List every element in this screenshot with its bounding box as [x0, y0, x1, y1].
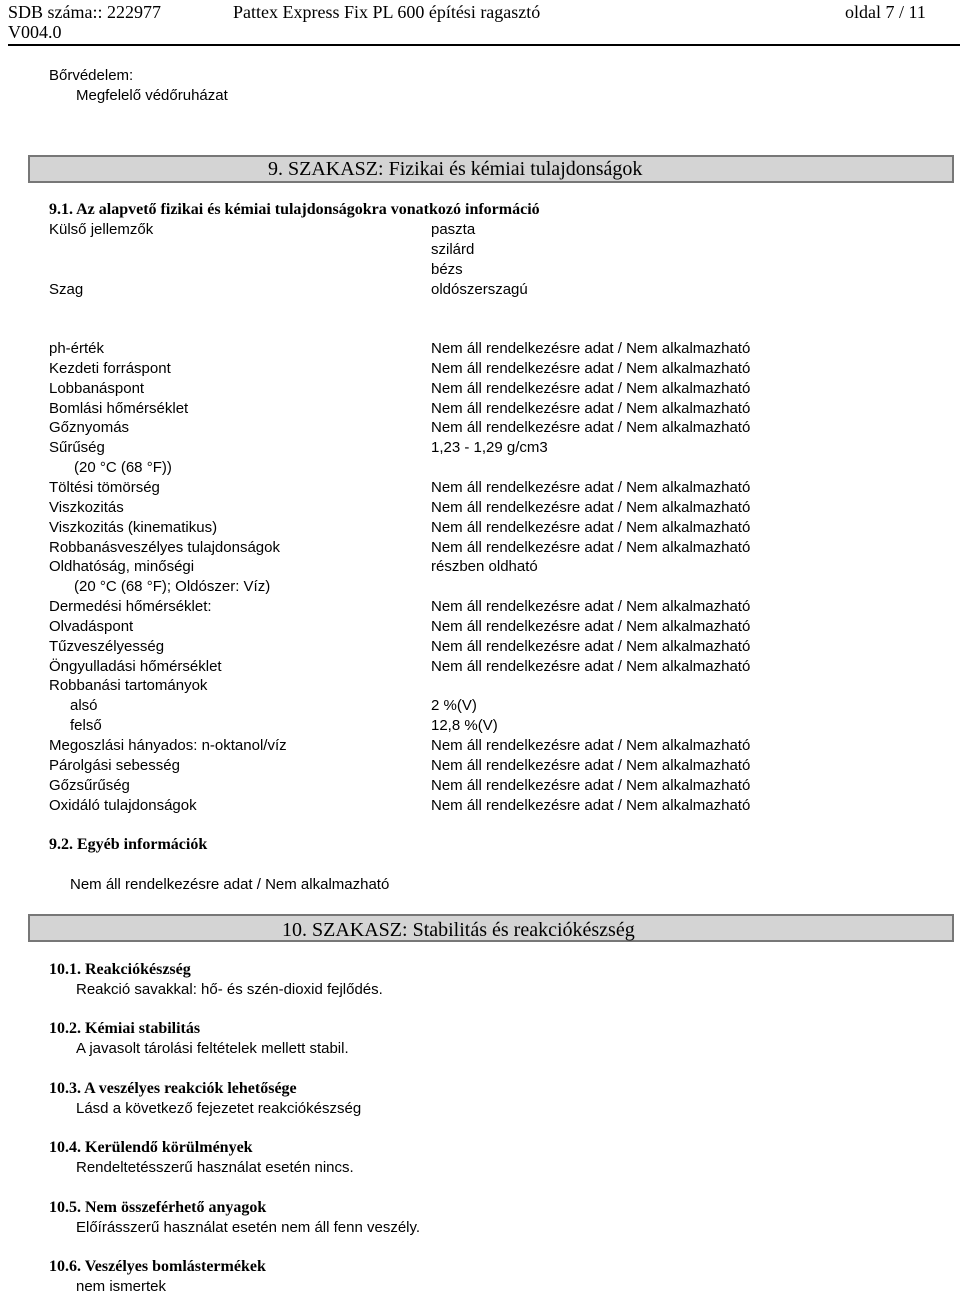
property-label: Párolgási sebesség — [49, 756, 180, 774]
property-label: Robbanásveszélyes tulajdonságok — [49, 538, 280, 556]
property-label: Oldhatóság, minőségi — [49, 558, 195, 576]
appearance-value-1: paszta — [431, 221, 476, 238]
header-divider — [8, 44, 960, 46]
property-label: Lobbanáspont — [49, 379, 145, 397]
property-value: Nem áll rendelkezésre adat / Nem alkalmazható — [431, 737, 751, 754]
subsection-9-2-text: Nem áll rendelkezésre adat / Nem alkalmazható — [70, 876, 390, 893]
property-label: Gőznyomás — [49, 419, 130, 437]
property-label: Robbanási tartományok — [49, 677, 208, 695]
property-value: Nem áll rendelkezésre adat / Nem alkalmazható — [431, 657, 751, 675]
version: V004.0 — [8, 22, 62, 42]
property-value: Nem áll rendelkezésre adat / Nem alkalmazható — [431, 498, 751, 516]
property-value: Nem áll rendelkezésre adat / Nem alkalmazható — [431, 399, 751, 417]
section-10-title: 10. SZAKASZ: Stabilitás és reakciókészség — [282, 919, 635, 941]
section-10-header — [28, 914, 954, 942]
sdb-number: SDB száma:: 222977 — [8, 2, 161, 22]
appearance-label: Külső jellemzők — [49, 221, 154, 238]
property-value: Nem áll rendelkezésre adat / Nem alkalmazható — [431, 419, 751, 437]
property-label: felső — [70, 717, 102, 735]
section-10-item-text: nem ismertek — [76, 1278, 167, 1295]
property-label: ph-érték — [49, 340, 105, 357]
property-label: Viszkozitás — [49, 498, 124, 516]
odor-label: Szag — [49, 281, 84, 298]
property-value: Nem áll rendelkezésre adat / Nem alkalmazható — [431, 598, 751, 616]
subsection-9-2-title: 9.2. Egyéb információk — [49, 836, 208, 853]
property-value: Nem áll rendelkezésre adat / Nem alkalmazható — [431, 776, 751, 794]
subsection-9-1-title — [49, 201, 540, 219]
section-10-item-heading: 10.4. Kerülendő körülmények — [49, 1139, 253, 1156]
section-10-item-text: Reakció savakkal: hő- és szén-dioxid fejlődés. — [76, 981, 383, 998]
property-value: Nem áll rendelkezésre adat / Nem alkalmazható — [431, 478, 751, 496]
appearance-value-3: bézs — [431, 261, 463, 278]
page-number: oldal 7 / 11 — [845, 2, 926, 22]
section-10-item-heading: 10.3. A veszélyes reakciók lehetősége — [49, 1080, 297, 1097]
property-value: Nem áll rendelkezésre adat / Nem alkalmazható — [431, 340, 751, 357]
property-label: Töltési tömörség — [49, 478, 160, 496]
odor-value: oldószerszagú — [431, 281, 528, 298]
section-10-item-text: Rendeltetésszerű használat esetén nincs. — [76, 1159, 354, 1176]
property-label: (20 °C (68 °F)) — [74, 459, 172, 477]
section-10-item-heading: 10.5. Nem összeférhető anyagok — [49, 1199, 267, 1216]
property-value: 2 %(V) — [431, 697, 477, 715]
property-value: Nem áll rendelkezésre adat / Nem alkalmazható — [431, 617, 751, 635]
section-10-item-heading: 10.6. Veszélyes bomlástermékek — [49, 1258, 266, 1275]
property-label: (20 °C (68 °F); Oldószer: Víz) — [74, 578, 271, 596]
property-value: Nem áll rendelkezésre adat / Nem alkalmazható — [431, 379, 751, 397]
property-label: Gőzsűrűség — [49, 776, 130, 794]
property-value: Nem áll rendelkezésre adat / Nem alkalmazható — [431, 518, 751, 536]
property-value: 1,23 - 1,29 g/cm3 — [431, 439, 548, 457]
skin-protection-label: Bőrvédelem: — [49, 67, 134, 84]
section-10-item-heading: 10.1. Reakciókészség — [49, 961, 191, 978]
property-label: alsó — [70, 697, 98, 715]
subsection-9-1-text: 9.1. Az alapvető fizikai és kémiai tulajdonságokra vonatkozó információ — [49, 201, 540, 218]
property-value: Nem áll rendelkezésre adat / Nem alkalmazható — [431, 359, 751, 377]
property-value: 12,8 %(V) — [431, 717, 498, 735]
product-name: Pattex Express Fix PL 600 építési ragasztó — [233, 2, 541, 22]
property-label: Megoszlási hányados: n-oktanol/víz — [49, 737, 287, 754]
property-label: Öngyulladási hőmérséklet — [49, 657, 222, 675]
property-label: Dermedési hőmérséklet: — [49, 598, 212, 616]
skin-protection-value: Megfelelő védőruházat — [76, 87, 228, 104]
section-10-item-heading: 10.2. Kémiai stabilitás — [49, 1020, 201, 1037]
property-value: Nem áll rendelkezésre adat / Nem alkalmazható — [431, 637, 751, 655]
property-value: Nem áll rendelkezésre adat / Nem alkalmazható — [431, 538, 751, 556]
property-label: Kezdeti forráspont — [49, 359, 171, 377]
property-label: Olvadáspont — [49, 617, 134, 635]
section-10-item-text: Előírásszerű használat esetén nem áll fenn veszély. — [76, 1219, 421, 1236]
property-value: részben oldható — [431, 558, 538, 576]
property-value: Nem áll rendelkezésre adat / Nem alkalmazható — [431, 796, 751, 814]
section-10-item-text: Lásd a következő fejezetet reakciókészség — [76, 1100, 362, 1117]
section-10-item-text: A javasolt tárolási feltételek mellett stabil. — [76, 1040, 349, 1057]
property-value: Nem áll rendelkezésre adat / Nem alkalmazható — [431, 756, 751, 774]
appearance-value-2: szilárd — [431, 241, 475, 258]
property-label: Sűrűség — [49, 439, 105, 457]
property-label: Tűzveszélyesség — [49, 637, 165, 655]
property-label: Bomlási hőmérséklet — [49, 399, 189, 417]
property-label: Oxidáló tulajdonságok — [49, 796, 197, 814]
property-label: Viszkozitás (kinematikus) — [49, 518, 218, 536]
section-9-header — [28, 155, 954, 183]
section-9-title: 9. SZAKASZ: Fizikai és kémiai tulajdonságok — [268, 158, 643, 180]
